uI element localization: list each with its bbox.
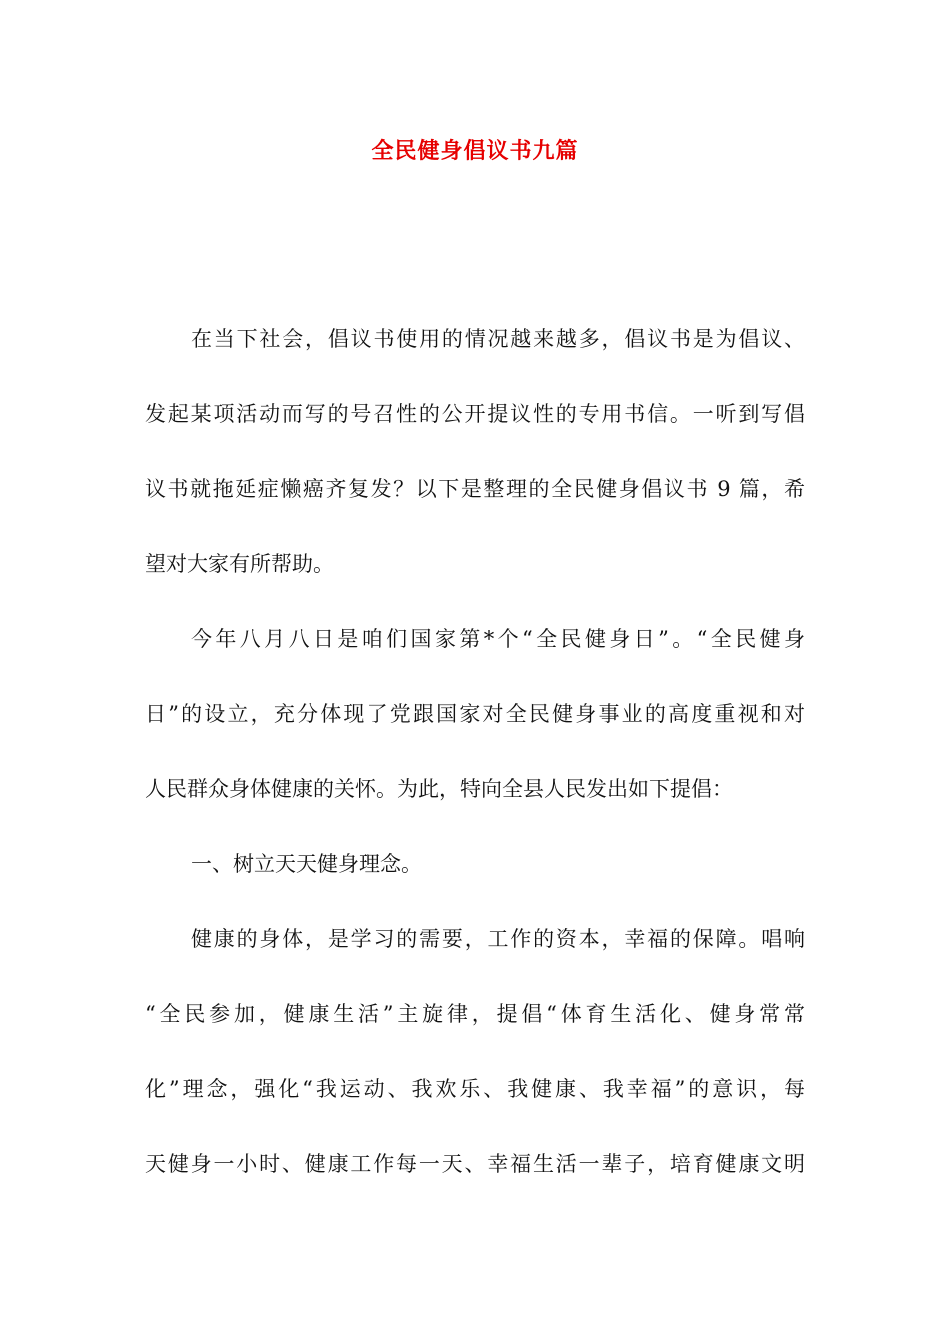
paragraph-1-line-4: 望对大家有所帮助。 (145, 552, 334, 576)
section-heading-1: 一、树立天天健身理念。 (191, 852, 422, 876)
paragraph-3-line-4: 天健身一小时、健康工作每一天、幸福生活一辈子，培育健康文明 (145, 1152, 805, 1176)
document-title: 全民健身倡议书九篇 (371, 139, 579, 164)
paragraph-3-line-3: 化”理念，强化“我运动、我欢乐、我健康、我幸福”的意识，每 (145, 1077, 805, 1101)
paragraph-1-line-2: 发起某项活动而写的号召性的公开提议性的专用书信。一听到写倡 (145, 402, 805, 426)
paragraph-2-line-2: 日”的设立，充分体现了党跟国家对全民健身事业的高度重视和对 (145, 702, 805, 726)
paragraph-1-line-3: 议书就拖延症懒癌齐复发？以下是整理的全民健身倡议书 9 篇，希 (145, 477, 805, 501)
paragraph-2-line-1: 今年八月八日是咱们国家第*个“全民健身日”。“全民健身 (191, 627, 805, 651)
paragraph-1-line-1: 在当下社会，倡议书使用的情况越来越多，倡议书是为倡议、 (191, 327, 805, 351)
paragraph-3-line-1: 健康的身体，是学习的需要，工作的资本，幸福的保障。唱响 (191, 927, 805, 951)
paragraph-3-line-2: “全民参加，健康生活”主旋律，提倡“体育生活化、健身常常 (145, 1002, 805, 1026)
paragraph-2-line-3: 人民群众身体健康的关怀。为此，特向全县人民发出如下提倡： (145, 777, 733, 801)
